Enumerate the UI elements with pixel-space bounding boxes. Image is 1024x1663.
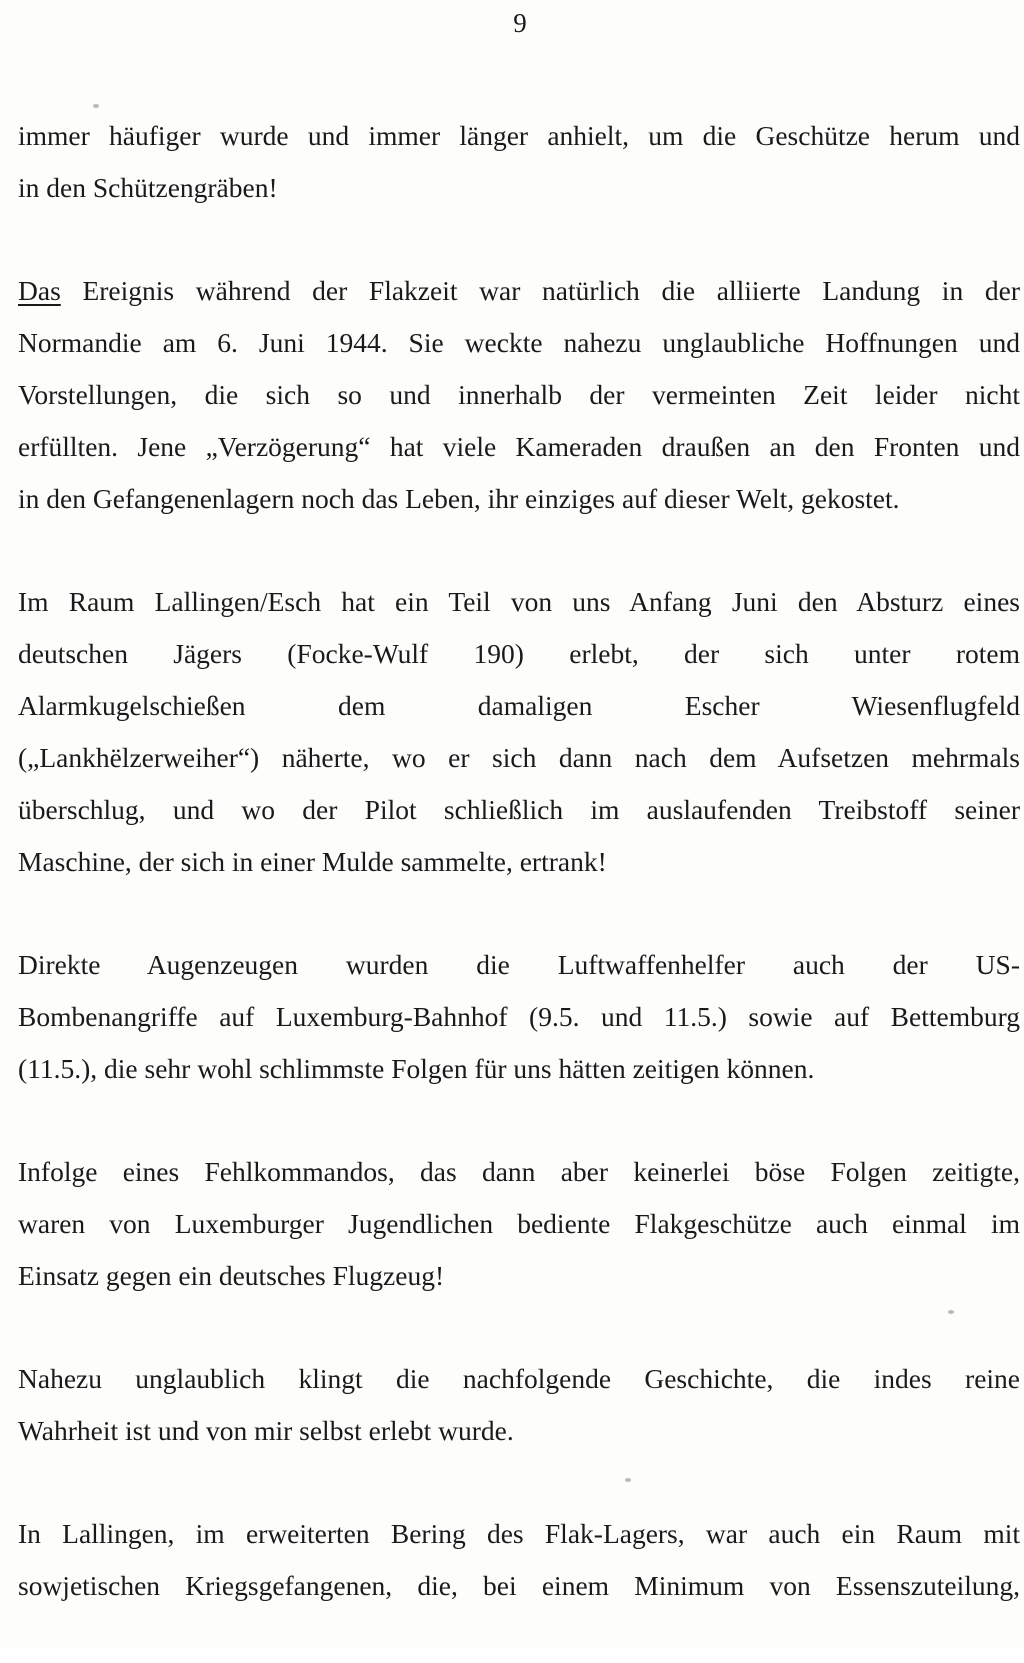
text-line: Maschine, der sich in einer Mulde sammelte, ertrank! [18,846,607,877]
text-line: Nahezu unglaublich klingt die nachfolgende Geschichte, die indes reine [18,1363,1020,1394]
paragraph-5 [18,1146,1020,1302]
text-line: Im Raum Lallingen/Esch hat ein Teil von uns Anfang Juni den Absturz eines [18,586,1020,617]
paragraph-3 [18,576,1020,888]
text-line: waren von Luxemburger Jugendlichen bediente Flakgeschütze auch einmal im [18,1208,1020,1239]
text-line: Infolge eines Fehlkommandos, das dann aber keinerlei böse Folgen zeitigte, [18,1156,1020,1187]
text-line: Vorstellungen, die sich so und innerhalb der vermeinten Zeit leider nicht [18,379,1020,410]
text-line: deutschen Jägers (Focke-Wulf 190) erlebt, der sich unter rotem [18,638,1020,669]
paragraph-2 [18,265,1020,525]
text-line: („Lankhëlzerweiher“) näherte, wo er sich dann nach dem Aufsetzen mehrmals [18,742,1020,773]
text-line: in den Gefangenenlagern noch das Leben, ihr einziges auf dieser Welt, gekostet. [18,483,900,514]
scan-speck [93,104,99,108]
text-line: Bombenangriffe auf Luxemburg-Bahnhof (9.5. und 11.5.) sowie auf Bettemburg [18,1001,1020,1032]
text-line: (11.5.), die sehr wohl schlimmste Folgen für uns hätten zeitigen können. [18,1053,815,1084]
text-line: Alarmkugelschießen dem damaligen Escher Wiesenflugfeld [18,690,1020,721]
text-line: In Lallingen, im erweiterten Bering des Flak-Lagers, war auch ein Raum mit [18,1518,1020,1549]
text-line: in den Schützengräben! [18,172,278,203]
document-body [18,110,1020,1663]
underlined-word: Das [18,275,61,306]
page-number: 9 [513,8,527,38]
paragraph-1 [18,110,1020,214]
paragraph-4 [18,939,1020,1095]
text-line: Normandie am 6. Juni 1944. Sie weckte nahezu unglaubliche Hoffnungen und [18,327,1020,358]
text-line: Direkte Augenzeugen wurden die Luftwaffenhelfer auch der US- [18,949,1020,980]
text-line: erfüllten. Jene „Verzögerung“ hat viele Kameraden draußen an den Fronten und [18,431,1020,462]
text-line: sowjetischen Kriegsgefangenen, die, bei einem Minimum von Essenszuteilung, [18,1570,1020,1601]
text-line: überschlug, und wo der Pilot schließlich im auslaufenden Treibstoff seiner [18,794,1020,825]
text-line-rest: Ereignis während der Flakzeit war natürlich die alliierte Landung in der [60,275,1020,306]
text-line [18,265,1020,317]
text-line: Wahrheit ist und von mir selbst erlebt wurde. [18,1415,514,1446]
text-line: Einsatz gegen ein deutsches Flugzeug! [18,1260,445,1291]
paragraph-7 [18,1508,1020,1612]
paragraph-6 [18,1353,1020,1457]
text-line: immer häufiger wurde und immer länger anhielt, um die Geschütze herum und [18,120,1020,151]
